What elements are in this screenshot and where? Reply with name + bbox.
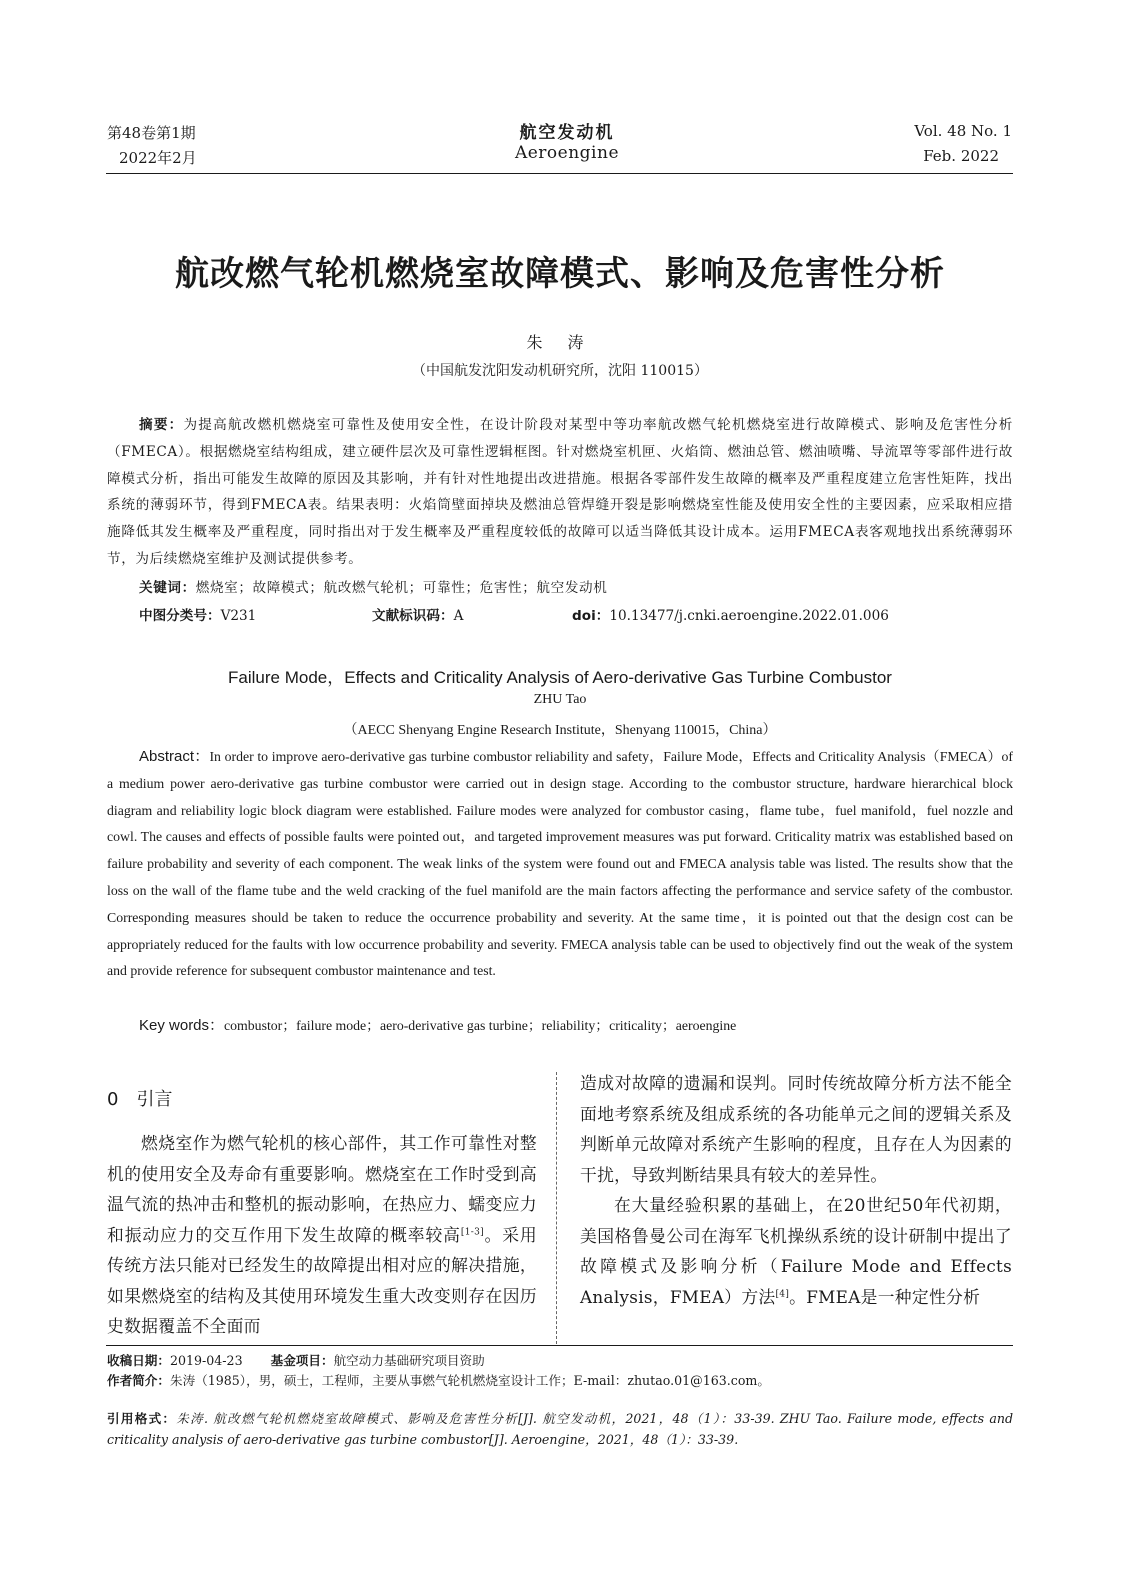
keywords-cn-label: 关键词： <box>139 580 196 596</box>
keywords-cn <box>139 576 607 596</box>
footnote-author-bio <box>107 1370 770 1389</box>
journal-name-cn: 航空发动机 <box>519 123 615 143</box>
received-value: 2019-04-23 <box>169 1353 243 1368</box>
paper-title-cn: 航改燃气轮机燃烧室故障模式、影响及危害性分析 <box>175 254 945 294</box>
received-label: 收稿日期： <box>107 1353 170 1368</box>
keywords-en-label: Key words： <box>139 1017 225 1034</box>
paper-title-en: Failure Mode，Effects and Criticality Analysis of Aero-derivative Gas Turbine Combustor <box>228 668 892 687</box>
intro-paragraph-1c: 造成对故障的遗漏和误判。同时传统故障分析方法不能全面地考察系统及组成系统的各功能单元之间的逻辑关系及判断单元故障对系统产生影响的程度，且存在人为因素的干扰，导致判断结果具有较大的差异性。 <box>580 1073 1012 1185</box>
abstract-cn <box>107 412 1013 573</box>
intro-paragraph-1a: 燃烧室作为燃气轮机的核心部件，其工作可靠性对整机的使用安全及寿命有重要影响。燃烧室在工作时受到高温气流的热冲击和整机的振动影响，在热应力、蠕变应力和振动应力的交互作用下发生故障的概率较高 <box>107 1133 537 1245</box>
intro-paragraph-2b: 。FMEA是一种定性分析 <box>789 1286 981 1307</box>
author-cn: 朱 涛 <box>526 333 594 352</box>
intro-paragraph-2a: 在大量经验积累的基础上，在20世纪50年代初期，美国格鲁曼公司在海军飞机操纵系统的设计研制中提出了故障模式及影响分析（Failure Mode and Effects Analysis，FMEA）方法 <box>580 1195 1012 1307</box>
intro-paragraph-2 <box>580 1190 1012 1312</box>
doi-value[interactable]: 10.13477/j.cnki.aeroengine.2022.01.006 <box>609 608 889 624</box>
date-cn: 2022年2月 <box>119 149 197 167</box>
fund-label: 基金项目： <box>270 1353 334 1368</box>
author-en: ZHU Tao <box>533 692 587 707</box>
doi <box>572 604 889 624</box>
section-heading-introduction: 0 引言 <box>107 1089 173 1110</box>
keywords-cn-text: 燃烧室；故障模式；航改燃气轮机；可靠性；危害性；航空发动机 <box>195 580 608 596</box>
footnote-rule <box>106 1345 1013 1346</box>
intro-paragraph-1b: 。采用传统方法只能对已经发生的故障提出相对应的解决措施，如果燃烧室的结构及其使用环境发生重大改变则存在因历史数据覆盖不全面而 <box>107 1224 537 1336</box>
keywords-en <box>139 1014 736 1035</box>
affiliation-en: （AECC Shenyang Engine Research Institute，Shenyang 110015，China） <box>343 723 777 738</box>
body-column-left <box>107 1128 537 1342</box>
doc-code-label: 文献标识码： <box>372 608 454 624</box>
journal-name-en: Aeroengine <box>514 143 620 163</box>
clc-value: V231 <box>220 608 257 624</box>
abstract-cn-text: 为提高航改燃机燃烧室可靠性及使用安全性，在设计阶段对某型中等功率航改燃气轮机燃烧室进行故障模式、影响及危害性分析（FMECA）。根据燃烧室结构组成，建立硬件层次及可靠性逻辑框图。针对燃烧室机匣、火焰筒、燃油总管、燃油喷嘴、导流罩等零部件进行故障模式分析，指出可能发生故障的原因及其影响，并有针对性地提出改进措施。根据各零部件发生故障的概率及严重程度建立危害性矩阵，找出系统的薄弱环节，得到FMECA表。结果表明：火焰筒壁面掉块及燃油总管焊缝开裂是影响燃烧室性能及使用安全性的主要因素，应采取相应措施降低其发生概率及严重程度，同时指出对于发生概率及严重程度较低的故障可以适当降低其设计成本。运用FMECA表客观地找出系统薄弱环节，为后续燃烧室维护及测试提供参考。 <box>107 417 1013 567</box>
fund-value: 航空动力基础研究项目资助 <box>333 1353 485 1368</box>
affiliation-cn: （中国航发沈阳发动机研究所，沈阳 110015） <box>412 363 708 379</box>
clc-number <box>139 604 256 624</box>
author-bio-label: 作者简介： <box>107 1373 170 1388</box>
abstract-cn-label: 摘要： <box>139 417 184 433</box>
abstract-en-text: In order to improve aero-derivative gas turbine combustor reliability and safety，Failure Mode，Effects and Criticality Analysis（FMECA）of a medium power aero-derivative gas turbine combustor were carried out in design stage. According to the combustor structure, hardware hierarchical block diagram and reliability logic block diagram were established. Failure modes were analyzed for combustor casing，flame tube，fuel manifold，fuel nozzle and cowl. The causes and effects of possible faults were pointed out，and targeted improvement measures was put forward. Criticality matrix was established based on failure probability and severity of each component. The weak links of the system were found out and FMECA analysis table was listed. The results show that the loss on the wall of the flame tube and the weld cracking of the fuel manifold are the main factors affecting the performance and service safety of the combustor. Corresponding measures should be taken to reduce the occurrence probability and severity. At the same time，it is pointed out that the design cost can be appropriately reduced for the faults with low occurrence probability and severity. FMECA analysis table can be used to objectively find out the weak of the system and provide reference for subsequent combustor maintenance and test. <box>107 749 1013 979</box>
volume-issue-en: Vol. 48 No. 1 <box>914 122 1012 140</box>
citation-ref-1-3[interactable]: [1-3] <box>460 1226 484 1237</box>
abstract-en-label: Abstract： <box>139 748 210 765</box>
citation-value: 朱涛. 航改燃气轮机燃烧室故障模式、影响及危害性分析[J]. 航空发动机，2021，48（1）：33-39. ZHU Tao. Failure mode, effects and criticality analysis of aero-derivative gas turbine combustor[J]. Aeroengine，2021，48（1）：33-39. <box>107 1411 1013 1447</box>
document-code <box>372 604 463 624</box>
column-divider <box>556 1072 557 1344</box>
body-column-right <box>580 1068 1012 1312</box>
author-bio-value: 朱涛（1985），男，硕士，工程师，主要从事燃气轮机燃烧室设计工作；E-mail：zhutao.01@163.com。 <box>169 1373 770 1388</box>
abstract-en <box>107 744 1013 985</box>
volume-issue-cn: 第48卷第1期 <box>107 124 196 142</box>
citation-label: 引用格式： <box>107 1411 177 1426</box>
clc-label: 中图分类号： <box>139 608 221 624</box>
header-rule <box>106 173 1013 174</box>
footnote-received-fund <box>107 1350 485 1369</box>
doc-code-value: A <box>453 608 464 624</box>
doi-label: doi： <box>572 608 610 624</box>
keywords-en-text: combustor；failure mode；aero-derivative gas turbine；reliability；criticality；aeroengine <box>224 1018 737 1033</box>
citation-ref-4[interactable]: [4] <box>775 1288 790 1299</box>
date-en: Feb. 2022 <box>923 147 999 165</box>
citation-format <box>107 1408 1013 1450</box>
